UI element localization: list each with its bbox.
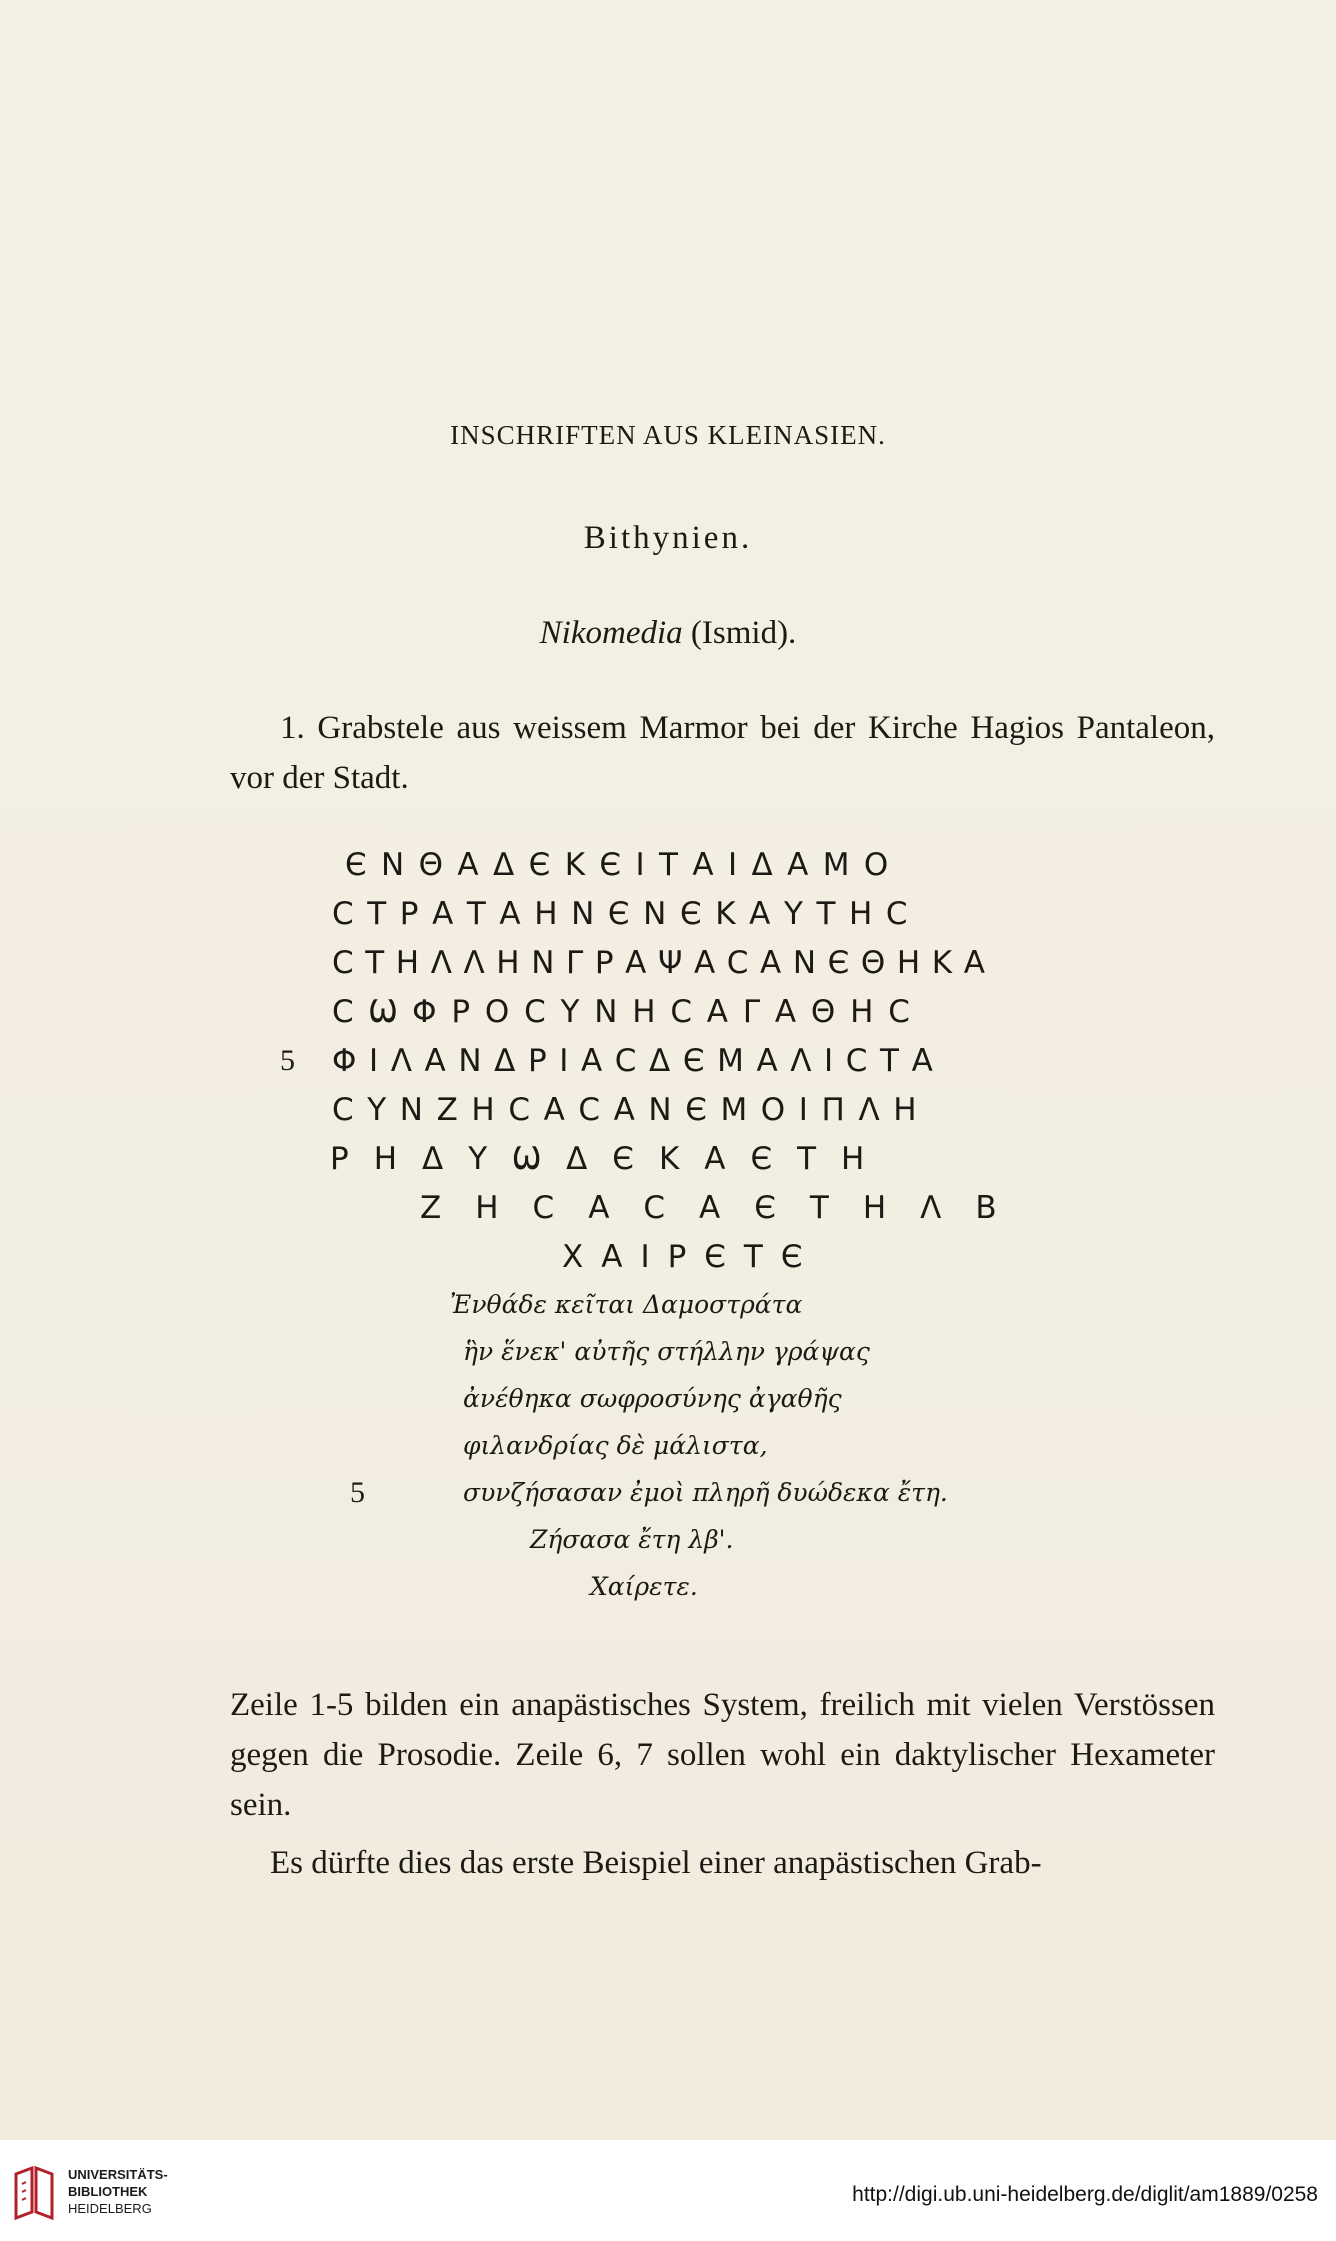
- transcription-line-number: 5: [350, 1476, 365, 1509]
- inscription-line: СѠΦΡΟСΥΝΗСΑΓΑΘΗС: [332, 994, 925, 1030]
- inscription-line: СΤΡΑΤΑΗΝЄΝЄΚΑΥΤΗС: [332, 896, 922, 932]
- logo-line: BIBLIOTHEK: [68, 2184, 148, 2199]
- place-title: [0, 615, 1336, 652]
- commentary-paragraph: Zeile 1-5 bilden ein anapästisches System, freilich mit vielen Verstössen gegen die Prosodie. Zeile 6, 7 sollen wohl ein daktylischer Hexameter sein.: [230, 1687, 1215, 1823]
- logo-line: UNIVERSITÄTS-: [68, 2167, 168, 2182]
- transcription-line: συνζήσασαν ἐμοὶ πληρῆ δυώδεκα ἔτη.: [463, 1478, 948, 1507]
- inscription-line: ΧΑΙΡЄΤЄ: [562, 1239, 821, 1275]
- inscription-line: ΡΗΔΥѠΔЄΚΑЄΤΗ: [330, 1141, 890, 1177]
- region-title: Bithynien.: [583, 520, 753, 556]
- inscription-line: СΥΝΖΗСΑСΑΝЄΜΟΙΠΛΗ: [332, 1092, 931, 1128]
- transcription-line: φιλανδρίας δὲ μάλιστα,: [463, 1431, 768, 1460]
- library-logo-text: [68, 2166, 168, 2217]
- library-logo-icon: [12, 2164, 60, 2222]
- inscription-transcription: [0, 1290, 1336, 1650]
- logo-line: HEIDELBERG: [68, 2201, 152, 2216]
- inscription-line: ΖΗСΑСΑЄΤΗΛΒ: [420, 1190, 1031, 1226]
- library-logo[interactable]: [12, 2164, 172, 2224]
- source-url-link[interactable]: http://digi.ub.uni-heidelberg.de/diglit/am1889/0258: [852, 2183, 1318, 2206]
- inscription-line: ЄΝΘΑΔЄΚЄΙΤΑΙΔΑΜΟ: [345, 847, 903, 883]
- inscription-line-number: 5: [280, 1044, 295, 1077]
- inscription-majuscule: [0, 847, 1336, 1275]
- transcription-line: Χαίρετε.: [590, 1572, 698, 1601]
- transcription-line: Ζήσασα ἔτη λβ'.: [530, 1525, 734, 1554]
- inscription-line: СΤΗΛΛΗΝΓΡΑΨΑСΑΝЄΘΗΚΑ: [332, 945, 997, 981]
- inscription-line: ΦΙΛΑΝΔΡΙΑСΔЄΜΑΛΙСΤΑ: [332, 1043, 946, 1079]
- place-name: Nikomedia: [539, 615, 683, 651]
- transcription-line: ἣν ἕνεκ' αὐτῆς στήλλην γράψας: [463, 1337, 870, 1366]
- page-heading: INSCHRIFTEN AUS KLEINASIEN.: [450, 420, 886, 450]
- commentary-paragraph-continued: Es dürfte dies das erste Beispiel einer anapästischen Grab-: [270, 1845, 1042, 1881]
- transcription-line: ἀνέθηκα σωφροσύνης ἀγαθῆς: [463, 1384, 842, 1413]
- place-modern-name: (Ismid).: [682, 615, 797, 651]
- entry-description: 1. Grabstele aus weissem Marmor bei der Kirche Hagios Pantaleon, vor der Stadt.: [230, 710, 1215, 796]
- transcription-line: Ἐνθάδε κεῖται Δαμοστράτα: [450, 1290, 803, 1319]
